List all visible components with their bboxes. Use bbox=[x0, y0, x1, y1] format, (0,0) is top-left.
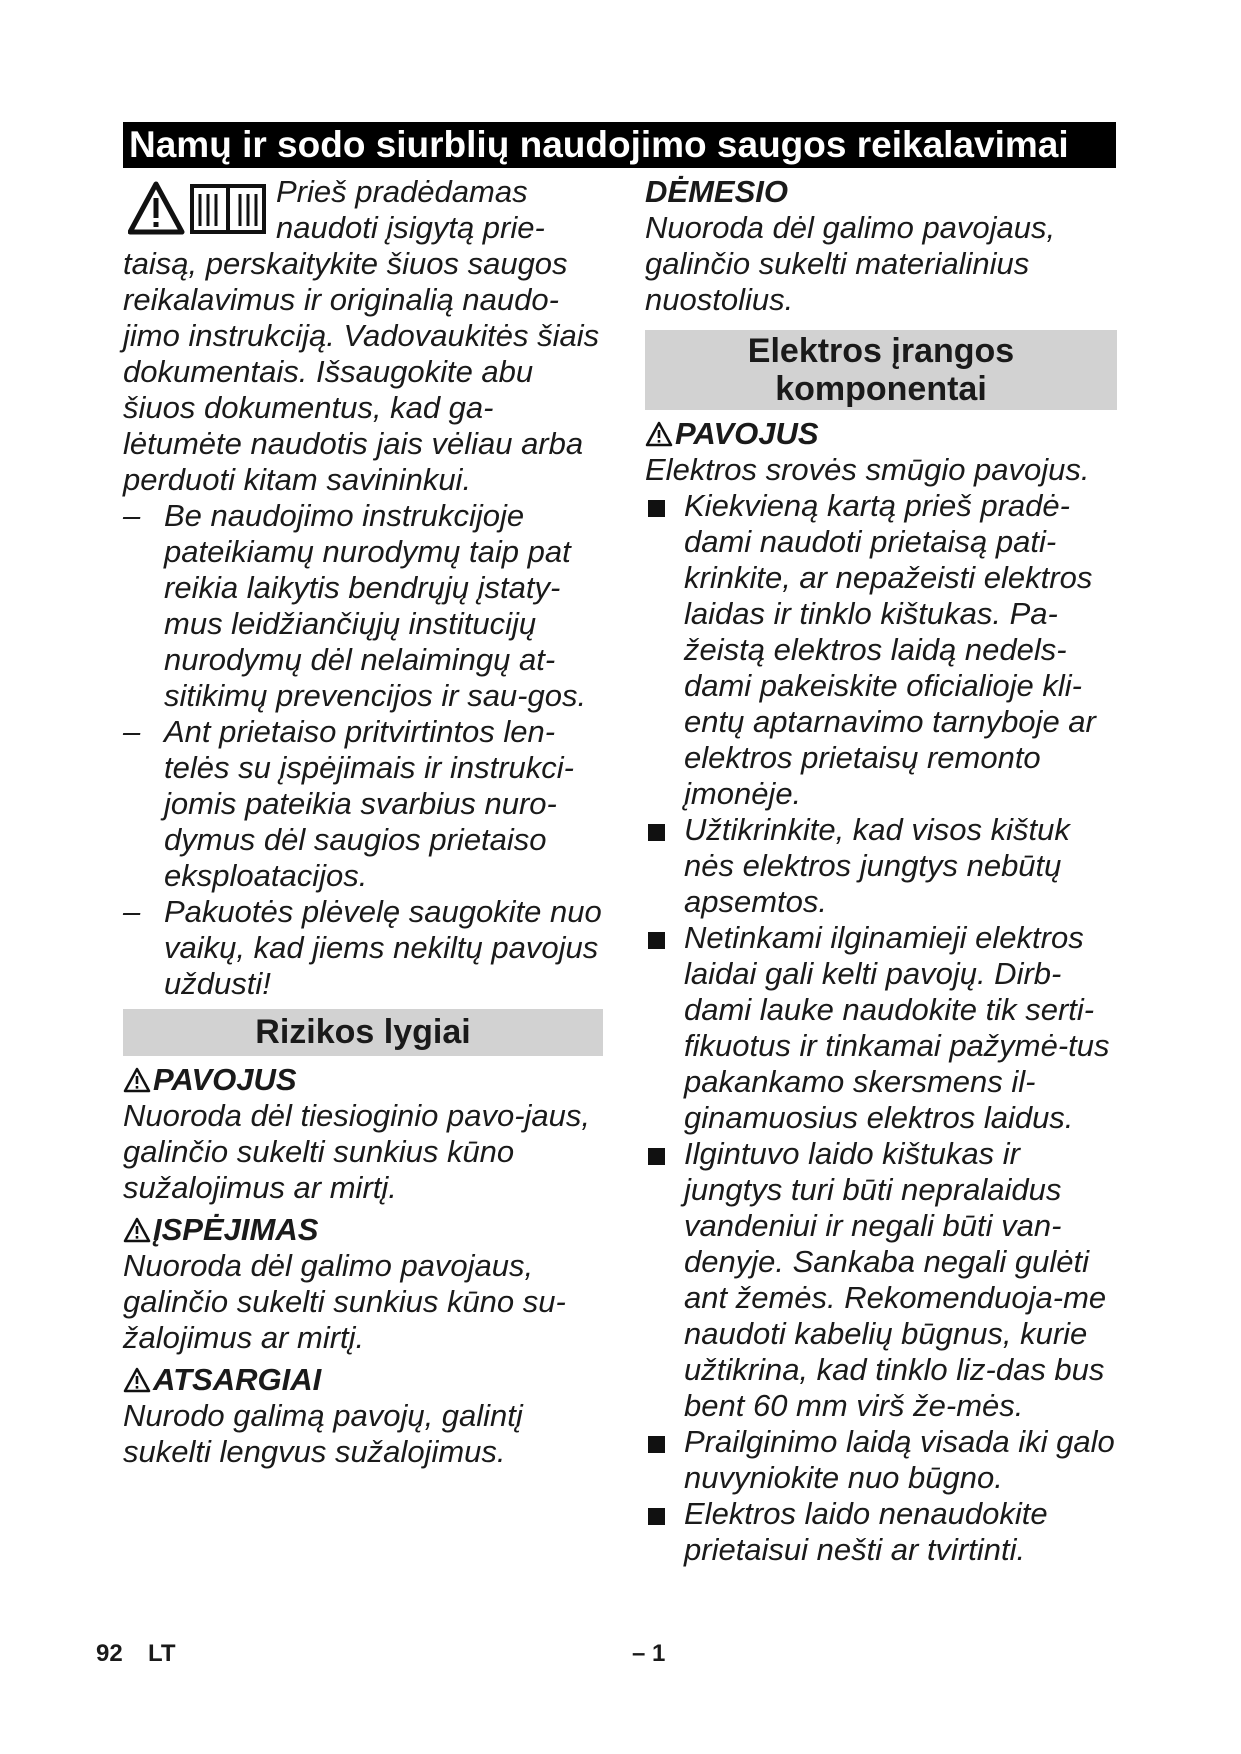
dash-item bbox=[123, 714, 603, 894]
warning-triangle-icon bbox=[123, 1217, 151, 1243]
warning-label bbox=[123, 1212, 603, 1248]
page-title: Namų ir sodo siurblių naudojimo saugos reikalavimai bbox=[123, 122, 1116, 168]
bullet-item bbox=[645, 1424, 1117, 1496]
left-column bbox=[123, 174, 603, 1470]
intro-text-top: Prieš pradėdamas naudoti įsigytą prie- bbox=[276, 174, 545, 245]
bullet-item bbox=[645, 1136, 1117, 1424]
dash-text: Pakuotės plėvelę saugokite nuo vaikų, kad jiems nekiltų pavojus uždusti! bbox=[164, 894, 602, 1001]
warning-manual-icon bbox=[128, 180, 268, 236]
electric-danger-label bbox=[645, 416, 1117, 452]
warning-triangle-icon bbox=[645, 421, 673, 447]
language-code: LT bbox=[148, 1640, 176, 1667]
page-number: 92 bbox=[96, 1640, 123, 1667]
caution-label-text: ATSARGIAI bbox=[153, 1362, 322, 1397]
electric-danger-description: Elektros srovės smūgio pavojus. bbox=[645, 452, 1090, 487]
bullet-square-icon bbox=[648, 1436, 665, 1453]
bullet-item bbox=[645, 488, 1117, 812]
bullet-item bbox=[645, 1496, 1117, 1568]
bullet-text: Netinkami ilginamieji elektros laidai gali kelti pavojų. Dirb-dami lauke naudokite tik serti-fikuotus ir tinkamai pažymė-tus pakankamo skersmens il-ginamuosius elektros laidus. bbox=[684, 920, 1110, 1135]
bullet-text: Užtikrinkite, kad visos kištuk nės elektros jungtys nebūtų apsemtos. bbox=[684, 812, 1070, 919]
danger-description: Nuoroda dėl tiesioginio pavo-jaus, galinčio sukelti sunkius kūno sužalojimus ar mirtį. bbox=[123, 1098, 591, 1205]
bullet-square-icon bbox=[648, 824, 665, 841]
caution-description: Nurodo galimą pavojų, galintį sukelti lengvus sužalojimus. bbox=[123, 1398, 523, 1469]
dash-text: Ant prietaiso pritvirtintos len-telės su įspėjimais ir instrukci-jomis pateikia svarbius nuro-dymus dėl saugios prietaiso eksploatacijos. bbox=[164, 714, 574, 893]
bullet-square-icon bbox=[648, 1148, 665, 1165]
risk-levels-heading: Rizikos lygiai bbox=[123, 1009, 603, 1056]
dash-mark: – bbox=[123, 498, 141, 533]
dash-mark: – bbox=[123, 894, 141, 929]
intro-block bbox=[123, 174, 603, 498]
section-marker: – 1 bbox=[632, 1640, 666, 1667]
dash-mark: – bbox=[123, 714, 141, 749]
bullet-text: Prailginimo laidą visada iki galo nuvyniokite nuo būgno. bbox=[684, 1424, 1115, 1495]
bullet-square-icon bbox=[648, 1508, 665, 1525]
danger-label bbox=[123, 1062, 603, 1098]
warning-label-text: ĮSPĖJIMAS bbox=[153, 1212, 319, 1247]
attention-description: Nuoroda dėl galimo pavojaus, galinčio sukelti materialinius nuostolius. bbox=[645, 210, 1056, 317]
bullet-text: Elektros laido nenaudokite prietaisui nešti ar tvirtinti. bbox=[684, 1496, 1048, 1567]
dash-text: Be naudojimo instrukcijoje pateikiamų nurodymų taip pat reikia laikytis bendrųjų įstaty-mus leidžiančiųjų institucijų nurodymų dėl nelaimingų at-sitikimų prevencijos ir sau-gos. bbox=[164, 498, 587, 713]
danger-label-text: PAVOJUS bbox=[153, 1062, 297, 1097]
warning-triangle-icon bbox=[123, 1067, 151, 1093]
bullet-text: Kiekvieną kartą prieš pradė-dami naudoti prietaisą pati-krinkite, ar nepažeisti elektros laidas ir tinklo kištukas. Pa-žeistą elektros laidą nedels-dami pakeiskite oficialioje kli-entų aptarnavimo tarnyboje ar elektros prietaisų remonto įmonėje. bbox=[684, 488, 1096, 811]
dash-item bbox=[123, 894, 603, 1002]
bullet-square-icon bbox=[648, 932, 665, 949]
electric-danger-label-text: PAVOJUS bbox=[675, 416, 819, 451]
bullet-square-icon bbox=[648, 500, 665, 517]
right-column bbox=[645, 174, 1117, 1568]
caution-label bbox=[123, 1362, 603, 1398]
dash-item bbox=[123, 498, 603, 714]
warning-triangle-icon bbox=[123, 1367, 151, 1393]
intro-text: taisą, perskaitykite šiuos saugos reikalavimus ir originalią naudo-jimo instrukciją. Vadovaukitės šiais dokumentais. Išsaugokite abu šiuos dokumentus, kad ga-lėtumėte naudotis jais vėliau arba perduoti kitam savininkui. bbox=[123, 246, 600, 497]
attention-label: DĖMESIO bbox=[645, 174, 788, 209]
bullet-item bbox=[645, 920, 1117, 1136]
bullet-item bbox=[645, 812, 1117, 920]
bullet-text: Ilgintuvo laido kištukas ir jungtys turi būti nepralaidus vandeniui ir negali būti van-denyje. Sankaba negali gulėti ant žemės. Rekomenduoja-me naudoti kabelių būgnus, kurie užtikrina, kad tinklo liz-das bus bent 60 mm virš že-mės. bbox=[684, 1136, 1107, 1423]
warning-description: Nuoroda dėl galimo pavojaus, galinčio sukelti sunkius kūno su-žalojimus ar mirtį. bbox=[123, 1248, 566, 1355]
electrical-components-heading: Elektros įrangos komponentai bbox=[645, 330, 1117, 410]
